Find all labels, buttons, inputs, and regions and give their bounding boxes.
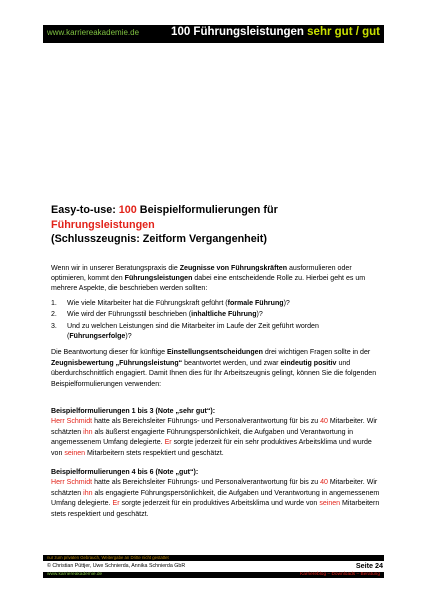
list-number: 2. [51, 311, 57, 319]
header-title-main: 100 Führungsleistungen [171, 26, 308, 38]
text: Und zu welchen Leistungen sind die Mitarbeiter im Laufe der Zeit geführt worden ( [67, 322, 319, 340]
title-number: 100 [118, 204, 137, 216]
list-number: 1. [51, 299, 57, 307]
footer-notice-bar [43, 555, 384, 561]
text: )? [283, 299, 290, 307]
page-number: Seite 24 [355, 561, 383, 570]
text: Wenn wir in unserer Beratungspraxis die [51, 264, 180, 272]
list-number: 3. [51, 322, 57, 330]
text: )? [125, 332, 132, 340]
highlight-pronoun: ihn [83, 428, 93, 436]
bold-text: Einstellungsentscheidungen [166, 349, 263, 357]
text: Mitarbeiter. Wir schätzten [51, 418, 378, 436]
bold-text: Zeugnisse von Führungskräften [179, 264, 288, 272]
bold-text: formale Führung [227, 299, 284, 307]
section-heading: Beispielformulierungen 4 bis 6 (Note „gut“): [51, 469, 199, 476]
section-heading: Beispielformulierungen 1 bis 3 (Note „sehr gut“): [51, 407, 216, 415]
highlight-number: 40 [320, 418, 328, 426]
footer-copyright: © Christian Püttjer, Uwe Schnierda, Annika Schnierda GbR [47, 563, 186, 569]
answer-paragraph [51, 348, 381, 390]
text: Wie wird der Führungsstil beschrieben ( [67, 311, 192, 319]
footer-bar [43, 572, 384, 578]
highlight-name: Herr Schmidt [51, 418, 93, 426]
list-item [51, 310, 381, 320]
bold-text: inhaltliche Führung [191, 311, 257, 319]
header-title-accent: sehr gut / gut [307, 26, 380, 38]
highlight-pronoun: ihn [83, 489, 93, 497]
text: sorgte jederzeit für ein sehr produktives Arbeitsklima und wurde von [51, 439, 372, 457]
question-list [51, 299, 381, 343]
text: hatte als Bereichsleiter Führungs- und Personalverantwortung für bis zu [92, 479, 321, 487]
list-item [51, 322, 381, 343]
example-paragraph [51, 478, 381, 520]
text: Mitarbeitern stets respektiert und geschätzt. [51, 500, 380, 518]
intro-paragraph [51, 264, 381, 295]
text: drei wichtigen Fragen sollte in der [262, 349, 371, 357]
text: als äußerst engagierte Führungspersönlichkeit, die Aufgaben und Verantwortung in angemessenem Umfang delegierte. [51, 428, 354, 447]
highlight-name: Herr Schmidt [51, 479, 93, 487]
text: ausformulieren oder optimieren, kommt den [51, 264, 352, 282]
text: beantwortet werden, und zwar [182, 359, 281, 367]
text: und überdurchschnittlich engagiert. Damit Ihnen dies für Ihr Arbeitszeugnis gelingt, können Sie die folgenden Beispielformulierungen verwenden: [51, 359, 377, 388]
main-content [51, 203, 381, 520]
bold-text: Führungserfolge [69, 332, 126, 340]
highlight-number: 40 [320, 479, 328, 487]
highlight-pronoun: seinen [64, 449, 86, 457]
text: Wie viele Mitarbeiter hat die Führungskraft geführt ( [67, 299, 228, 307]
text: dabei eine entscheidende Rolle zu. Hierbei geht es um mehrere Aspekte, die beschrieben werden sollten: [51, 274, 366, 293]
text: sorgte jederzeit für ein produktives Arbeitsklima und wurde von [119, 500, 320, 508]
footer-links[interactable]: Karriereblog – Downloads – Beratung [300, 572, 380, 577]
text: Die Beantwortung dieser für künftige [51, 349, 167, 357]
title-part: Easy-to-use: [51, 204, 119, 216]
document-title [51, 203, 381, 247]
title-part: Beispielformulierungen für [136, 204, 278, 216]
text: als engagierte Führungspersönlichkeit, die Aufgaben und Verantwortung in angemessenem Umfang delegierte. [51, 489, 380, 508]
header-url[interactable]: www.karriereakademie.de [47, 28, 140, 37]
highlight-pronoun: Er [112, 500, 120, 508]
title-highlight: Führungsleistungen [51, 218, 155, 231]
text: Mitarbeiter. Wir schätzten [51, 479, 378, 497]
bold-text: Zeugnisbewertung „Führungsleistung“ [51, 359, 183, 367]
bold-text: eindeutig positiv [280, 359, 337, 367]
header-title [171, 26, 380, 38]
text: hatte als Bereichsleiter Führungs- und Personalverantwortung für bis zu [92, 418, 321, 426]
bold-text: Führungsleistungen [124, 274, 193, 282]
text: )? [256, 311, 263, 319]
text: Mitarbeitern stets respektiert und geschätzt. [85, 449, 224, 457]
example-paragraph [51, 417, 381, 459]
footer-url[interactable]: www.karriereakademie.de [47, 572, 103, 577]
list-item [51, 299, 381, 309]
highlight-pronoun: seinen [319, 500, 341, 508]
page-header [43, 25, 384, 43]
footer-notice: nur zum privaten Gebrauch, Weitergabe an Dritte nicht gestattet [47, 555, 169, 560]
title-subline: (Schlusszeugnis: Zeitform Vergangenheit) [51, 233, 267, 245]
highlight-pronoun: Er [164, 439, 172, 447]
